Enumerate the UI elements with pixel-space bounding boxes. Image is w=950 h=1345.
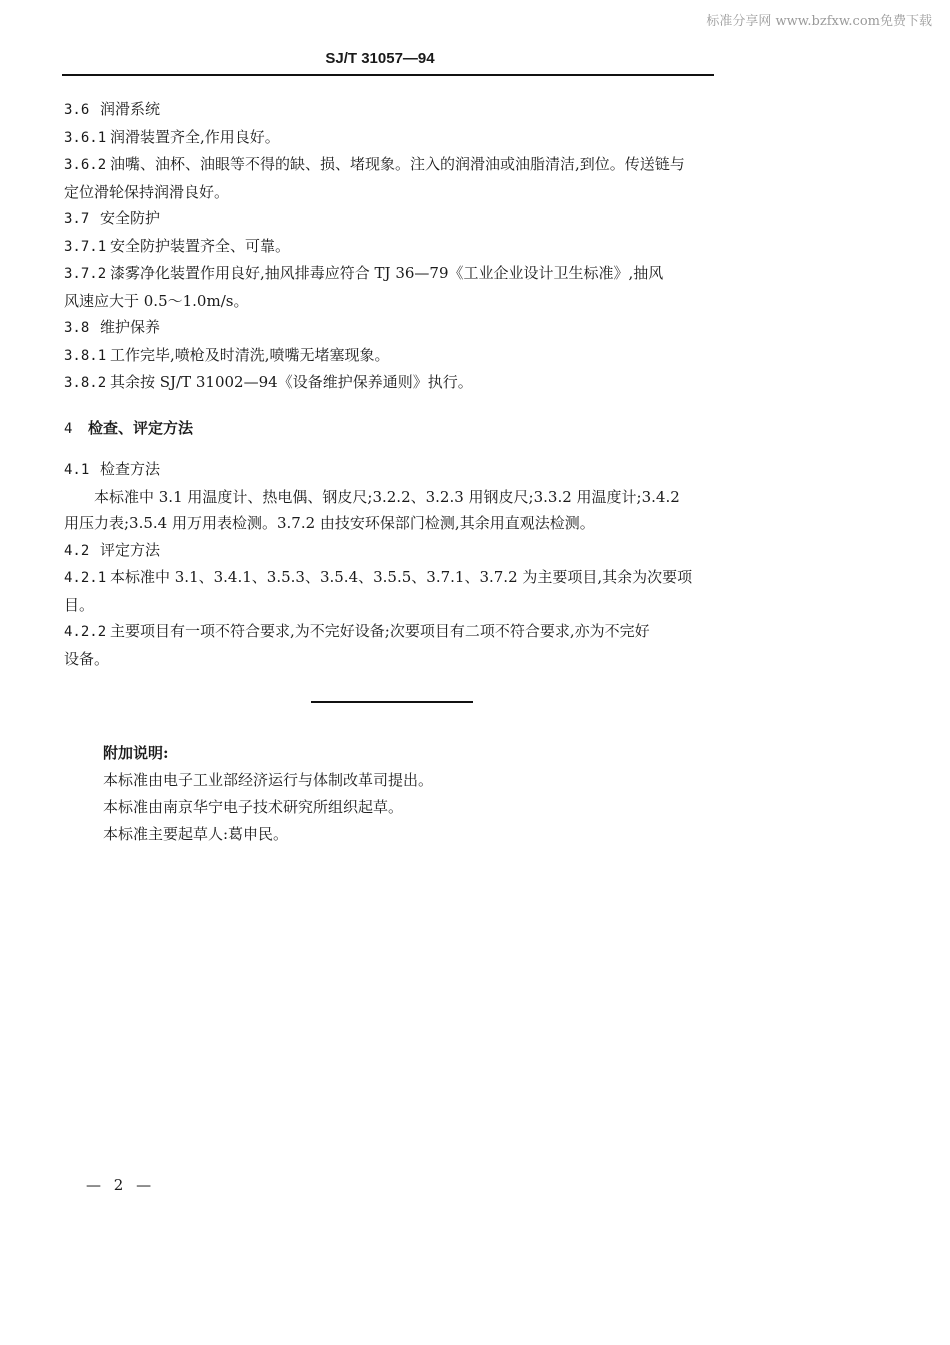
- clause-text: 安全防护: [100, 209, 161, 227]
- clause-text: 油嘴、油杯、油眼等不得的缺、损、堵现象。注入的润滑油或油脂清洁,到位。传送链与: [110, 155, 685, 173]
- clause-number: 3.7: [64, 211, 90, 227]
- clause-3-6-2: [64, 151, 716, 205]
- clause-number: 4.1: [64, 462, 90, 478]
- section-number: 4: [64, 420, 73, 437]
- clause-4-2-1: [64, 564, 716, 618]
- clause-text: 其余按 SJ/T 31002—94《设备维护保养通则》执行。: [110, 373, 473, 391]
- page-number: — 2 —: [86, 1176, 156, 1194]
- clause-continuation: 定位滑轮保持润滑良好。: [64, 182, 230, 201]
- clause-text: 工作完毕,喷枪及时清洗,喷嘴无堵塞现象。: [110, 345, 390, 364]
- paragraph-line: 用压力表;3.5.4 用万用表检测。3.7.2 由技安环保部门检测,其余用直观法检测。: [64, 514, 595, 532]
- clause-number: 3.6: [64, 102, 90, 118]
- notes-title: 附加说明:: [103, 744, 169, 762]
- clause-continuation: 设备。: [64, 649, 110, 668]
- clause-4-1-paragraph: [64, 484, 716, 511]
- clause-number: 4.2.2: [64, 624, 107, 640]
- clause-number: 3.8.1: [64, 347, 107, 364]
- clause-text: 安全防护装置齐全、可靠。: [110, 236, 291, 255]
- section-title-text: 检查、评定方法: [88, 418, 194, 437]
- paragraph-line: 本标准中 3.1 用温度计、热电偶、钢皮尺;3.2.2、3.2.3 用钢皮尺;3.3.2 用温度计;3.4.2: [94, 487, 680, 506]
- clause-text: 检查方法: [100, 460, 161, 478]
- clause-3-8: [64, 314, 716, 342]
- additional-notes: [103, 740, 703, 848]
- clause-number: 3.6.2: [64, 157, 107, 173]
- watermark: 标准分享网 www.bzfxw.com免费下载: [706, 14, 932, 29]
- document-body: [64, 96, 716, 672]
- clause-number: 3.8: [64, 320, 90, 336]
- clause-text: 主要项目有一项不符合要求,为不完好设备;次要项目有二项不符合要求,亦为不完好: [110, 622, 650, 640]
- section-4-title: [64, 415, 716, 443]
- clause-text: 维护保养: [100, 318, 161, 336]
- note-line: 本标准由南京华宁电子技术研究所组织起草。: [103, 798, 404, 816]
- clause-number: 4.2.1: [64, 570, 107, 586]
- clause-4-1-paragraph-cont: [64, 510, 716, 537]
- clause-text: 润滑装置齐全,作用良好。: [110, 127, 280, 146]
- clause-3-6-1: [64, 124, 716, 152]
- clause-continuation: 风速应大于 0.5～1.0m/s。: [64, 291, 249, 310]
- clause-number: 4.2: [64, 542, 90, 559]
- clause-3-7: [64, 205, 716, 233]
- clause-3-6: [64, 96, 716, 124]
- clause-text: 润滑系统: [100, 100, 161, 118]
- clause-text: 评定方法: [100, 540, 161, 559]
- clause-4-1: [64, 456, 716, 484]
- clause-text: 本标准中 3.1、3.4.1、3.5.3、3.5.4、3.5.5、3.7.1、3.7.2 为主要项目,其余为次要项: [110, 568, 693, 586]
- clause-continuation: 目。: [64, 595, 95, 614]
- clause-number: 3.6.1: [64, 129, 107, 146]
- clause-text: 漆雾净化装置作用良好,抽风排毒应符合 TJ 36—79《工业企业设计卫生标准》,抽风: [110, 264, 664, 282]
- clause-number: 3.7.1: [64, 238, 107, 255]
- clause-3-8-2: [64, 369, 716, 397]
- clause-number: 3.7.2: [64, 266, 107, 282]
- clause-number: 3.8.2: [64, 375, 107, 391]
- clause-3-7-1: [64, 233, 716, 261]
- clause-3-8-1: [64, 342, 716, 370]
- clause-4-2: [64, 537, 716, 565]
- note-line: 本标准主要起草人:葛申民。: [103, 825, 289, 843]
- header-rule: [62, 74, 714, 76]
- note-line: 本标准由电子工业部经济运行与体制改革司提出。: [103, 771, 434, 789]
- clause-4-2-2: [64, 618, 716, 672]
- document-code: SJ/T 31057—94: [325, 50, 435, 67]
- end-rule: [311, 701, 473, 703]
- clause-3-7-2: [64, 260, 716, 314]
